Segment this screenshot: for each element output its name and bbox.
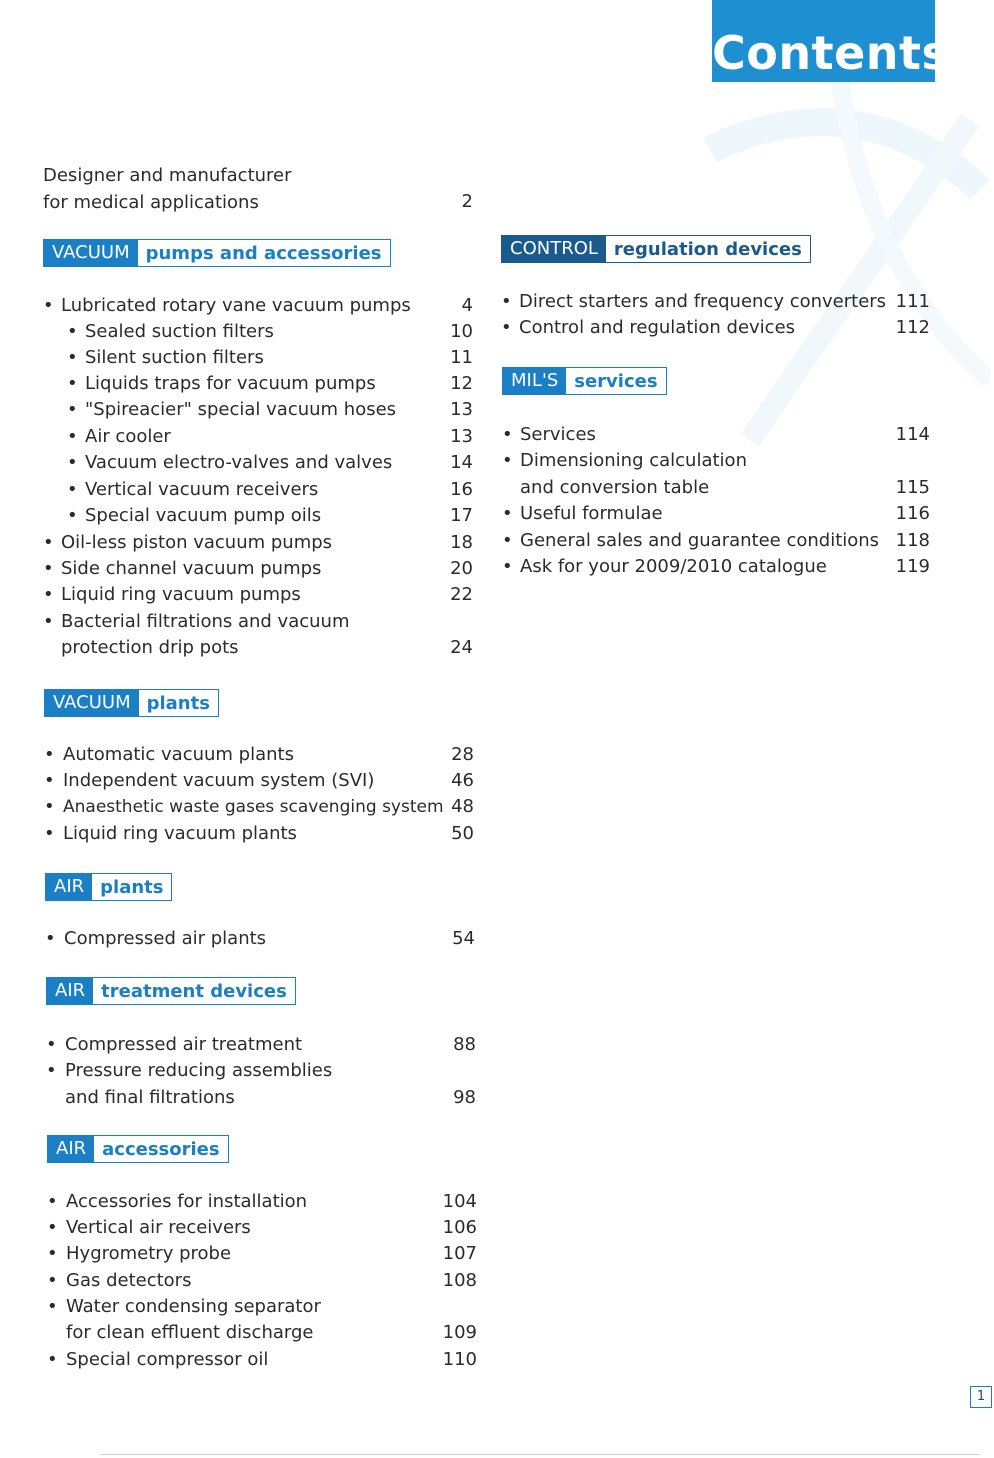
toc-entry[interactable] <box>47 1241 477 1267</box>
entry-page: 109 <box>442 1322 477 1343</box>
section-tag: AIR <box>47 978 93 1004</box>
section-air-plants <box>45 873 475 949</box>
entry-text: Bacterial filtrations and vacuum <box>61 611 350 632</box>
section-tag: AIR <box>46 874 92 900</box>
section-subtitle: plants <box>146 692 210 714</box>
entry-page: 54 <box>452 928 475 949</box>
entry-page: 13 <box>450 426 473 447</box>
toc-entry[interactable] <box>45 926 475 952</box>
toc-entry[interactable] <box>46 1058 476 1084</box>
section-tag: CONTROL <box>502 236 606 262</box>
entry-text: Liquids traps for vacuum pumps <box>85 373 376 394</box>
entry-text: Vertical vacuum receivers <box>85 479 319 500</box>
entry-text: Gas detectors <box>66 1270 192 1291</box>
section-control <box>501 235 930 338</box>
toc-entry[interactable] <box>43 556 473 582</box>
toc-entry[interactable] <box>47 1294 477 1320</box>
bullet-icon: • <box>67 321 78 342</box>
toc-entry[interactable] <box>46 1032 476 1058</box>
bullet-icon: • <box>67 479 78 500</box>
entry-page: 110 <box>442 1349 477 1370</box>
entry-text: General sales and guarantee conditions <box>520 530 880 551</box>
intro-page: 2 <box>461 191 473 212</box>
section-vacuum-plants <box>44 689 474 844</box>
section-subtitle: pumps and accessories <box>145 242 382 264</box>
bullet-icon: • <box>43 558 54 579</box>
bullet-icon: • <box>45 928 56 949</box>
entry-page: 16 <box>450 479 473 500</box>
bullet-icon: • <box>502 424 513 445</box>
entry-text: for clean effluent discharge <box>66 1322 314 1343</box>
bullet-icon: • <box>67 347 78 368</box>
entry-text: Accessories for installation <box>66 1191 308 1212</box>
toc-entry[interactable] <box>43 424 473 450</box>
section-header-air-accessories <box>47 1135 229 1163</box>
entry-text: "Spireacier" special vacuum hoses <box>85 399 397 420</box>
entry-page: 104 <box>442 1191 477 1212</box>
bullet-icon: • <box>46 1060 57 1081</box>
entry-text: Compressed air plants <box>64 928 267 949</box>
toc-entry[interactable] <box>44 821 474 847</box>
toc-entry[interactable] <box>44 768 474 794</box>
entry-text: Anaesthetic waste gases scavenging system <box>63 797 444 817</box>
entry-text: Direct starters and frequency converters <box>519 291 887 312</box>
toc-entry[interactable] <box>43 503 473 529</box>
entry-page: 107 <box>442 1243 477 1264</box>
entry-text: Automatic vacuum plants <box>63 744 294 765</box>
toc-entry[interactable] <box>502 448 930 474</box>
toc-entry[interactable] <box>47 1189 477 1215</box>
bullet-icon: • <box>67 452 78 473</box>
entry-page: 12 <box>450 373 473 394</box>
toc-entry[interactable] <box>43 477 473 503</box>
bullet-icon: • <box>43 584 54 605</box>
bullet-icon: • <box>67 426 78 447</box>
entry-page: 14 <box>450 452 473 473</box>
entry-text: Liquid ring vacuum pumps <box>61 584 301 605</box>
section-air-accessories <box>47 1135 477 1370</box>
bullet-icon: • <box>47 1217 58 1238</box>
section-subtitle: services <box>574 370 658 392</box>
toc-entry-continued[interactable] <box>47 1320 477 1346</box>
section-air-treatment <box>46 977 476 1108</box>
bullet-icon: • <box>43 532 54 553</box>
toc-entry[interactable] <box>47 1215 477 1241</box>
toc-entry[interactable] <box>501 315 930 341</box>
bullet-icon: • <box>47 1270 58 1291</box>
intro-entry[interactable] <box>43 162 473 216</box>
bullet-icon: • <box>501 317 512 338</box>
entry-text: Hygrometry probe <box>66 1243 232 1264</box>
bullet-icon: • <box>44 796 55 817</box>
bullet-icon: • <box>67 399 78 420</box>
entry-page: 98 <box>453 1087 476 1108</box>
entry-text: Water condensing separator <box>66 1296 321 1317</box>
bullet-icon: • <box>502 450 513 471</box>
entry-page: 13 <box>450 399 473 420</box>
intro-line-1: Designer and manufacturer <box>43 165 292 186</box>
entry-page: 4 <box>461 295 473 316</box>
bullet-icon: • <box>67 505 78 526</box>
toc-entry[interactable] <box>43 530 473 556</box>
toc-entry[interactable] <box>502 554 930 580</box>
section-subtitle: accessories <box>102 1138 220 1160</box>
bullet-icon: • <box>44 770 55 791</box>
toc-entry[interactable] <box>502 422 930 448</box>
section-subtitle: plants <box>100 876 164 898</box>
bottom-rule <box>100 1454 980 1455</box>
entry-text: and conversion table <box>520 477 710 498</box>
section-vacuum-pumps <box>43 239 473 658</box>
entry-page: 118 <box>895 530 930 551</box>
section-tag: VACUUM <box>44 240 138 266</box>
bullet-icon: • <box>67 373 78 394</box>
entry-text: Side channel vacuum pumps <box>61 558 322 579</box>
entry-text: Dimensioning calculation <box>520 450 747 471</box>
entry-text: Sealed suction filters <box>85 321 274 342</box>
entry-text: Compressed air treatment <box>65 1034 303 1055</box>
intro-line-2: for medical applications <box>43 192 259 213</box>
entry-text: Special vacuum pump oils <box>85 505 322 526</box>
entry-page: 22 <box>450 584 473 605</box>
section-subtitle: treatment devices <box>101 980 287 1002</box>
section-header-air-plants <box>45 873 172 901</box>
entry-page: 114 <box>895 424 930 445</box>
toc-entry[interactable] <box>43 371 473 397</box>
toc-entry-continued[interactable] <box>502 475 930 501</box>
entry-text: Useful formulae <box>520 503 663 524</box>
toc-entry[interactable] <box>501 289 930 315</box>
toc-entry[interactable] <box>502 528 930 554</box>
page-number: 1 <box>970 1386 992 1408</box>
bullet-icon: • <box>43 295 54 316</box>
entry-page: 111 <box>895 291 930 312</box>
entry-text: Vertical air receivers <box>66 1217 251 1238</box>
entry-page: 119 <box>895 556 930 577</box>
entry-text: Services <box>520 424 596 445</box>
bullet-icon: • <box>47 1349 58 1370</box>
bullet-icon: • <box>44 823 55 844</box>
bullet-icon: • <box>46 1034 57 1055</box>
entry-page: 17 <box>450 505 473 526</box>
entry-page: 106 <box>442 1217 477 1238</box>
toc-entry-continued[interactable] <box>46 1085 476 1111</box>
toc-entry[interactable] <box>43 319 473 345</box>
section-tag: VACUUM <box>45 690 139 716</box>
entry-page: 20 <box>450 558 473 579</box>
entry-text: Air cooler <box>85 426 171 447</box>
section-tag: MIL'S <box>503 368 566 394</box>
entry-text: Special compressor oil <box>66 1349 269 1370</box>
section-header-vacuum-pumps <box>43 239 391 267</box>
toc-entry-continued[interactable] <box>43 635 473 661</box>
entry-text: and final filtrations <box>65 1087 235 1108</box>
entry-page: 115 <box>895 477 930 498</box>
entry-page: 46 <box>451 770 474 791</box>
entry-page: 10 <box>450 321 473 342</box>
toc-entry[interactable] <box>43 609 473 635</box>
entry-page: 108 <box>442 1270 477 1291</box>
section-header-vacuum-plants <box>44 689 219 717</box>
section-subtitle: regulation devices <box>613 238 802 260</box>
section-tag: AIR <box>48 1136 94 1162</box>
entry-page: 48 <box>451 796 474 817</box>
entry-page: 28 <box>451 744 474 765</box>
toc-entry[interactable] <box>47 1347 477 1373</box>
entry-page: 24 <box>450 637 473 658</box>
bullet-icon: • <box>43 611 54 632</box>
bullet-icon: • <box>502 556 513 577</box>
entry-text: Silent suction filters <box>85 347 264 368</box>
toc-entry[interactable] <box>43 450 473 476</box>
toc-entry[interactable] <box>43 293 473 319</box>
bullet-icon: • <box>47 1191 58 1212</box>
entry-text: Independent vacuum system (SVI) <box>63 770 375 791</box>
bullet-icon: • <box>44 744 55 765</box>
entry-text: Pressure reducing assemblies <box>65 1060 333 1081</box>
entry-text: Vacuum electro-valves and valves <box>85 452 393 473</box>
background-swoosh <box>690 60 990 480</box>
entry-page: 112 <box>895 317 930 338</box>
entry-page: 18 <box>450 532 473 553</box>
toc-entry[interactable] <box>502 501 930 527</box>
toc-entry[interactable] <box>43 582 473 608</box>
entry-page: 116 <box>895 503 930 524</box>
toc-entry[interactable] <box>47 1268 477 1294</box>
bullet-icon: • <box>502 503 513 524</box>
bullet-icon: • <box>502 530 513 551</box>
toc-entry[interactable] <box>44 794 474 820</box>
entry-text: Ask for your 2009/2010 catalogue <box>520 556 827 577</box>
page-title: Contents <box>712 0 935 82</box>
entry-page: 11 <box>450 347 473 368</box>
toc-entry[interactable] <box>43 345 473 371</box>
section-header-mils <box>502 367 667 395</box>
section-header-air-treatment <box>46 977 296 1005</box>
bullet-icon: • <box>47 1296 58 1317</box>
entry-text: Lubricated rotary vane vacuum pumps <box>61 295 411 316</box>
bullet-icon: • <box>501 291 512 312</box>
entry-text: Control and regulation devices <box>519 317 796 338</box>
entry-page: 88 <box>453 1034 476 1055</box>
toc-entry[interactable] <box>43 397 473 423</box>
toc-entry[interactable] <box>44 742 474 768</box>
bullet-icon: • <box>47 1243 58 1264</box>
entry-text: protection drip pots <box>61 637 239 658</box>
entry-text: Oil-less piston vacuum pumps <box>61 532 333 553</box>
entry-text: Liquid ring vacuum plants <box>63 823 297 844</box>
entry-page: 50 <box>451 823 474 844</box>
section-mils-services <box>502 367 930 577</box>
section-header-control <box>501 235 811 263</box>
